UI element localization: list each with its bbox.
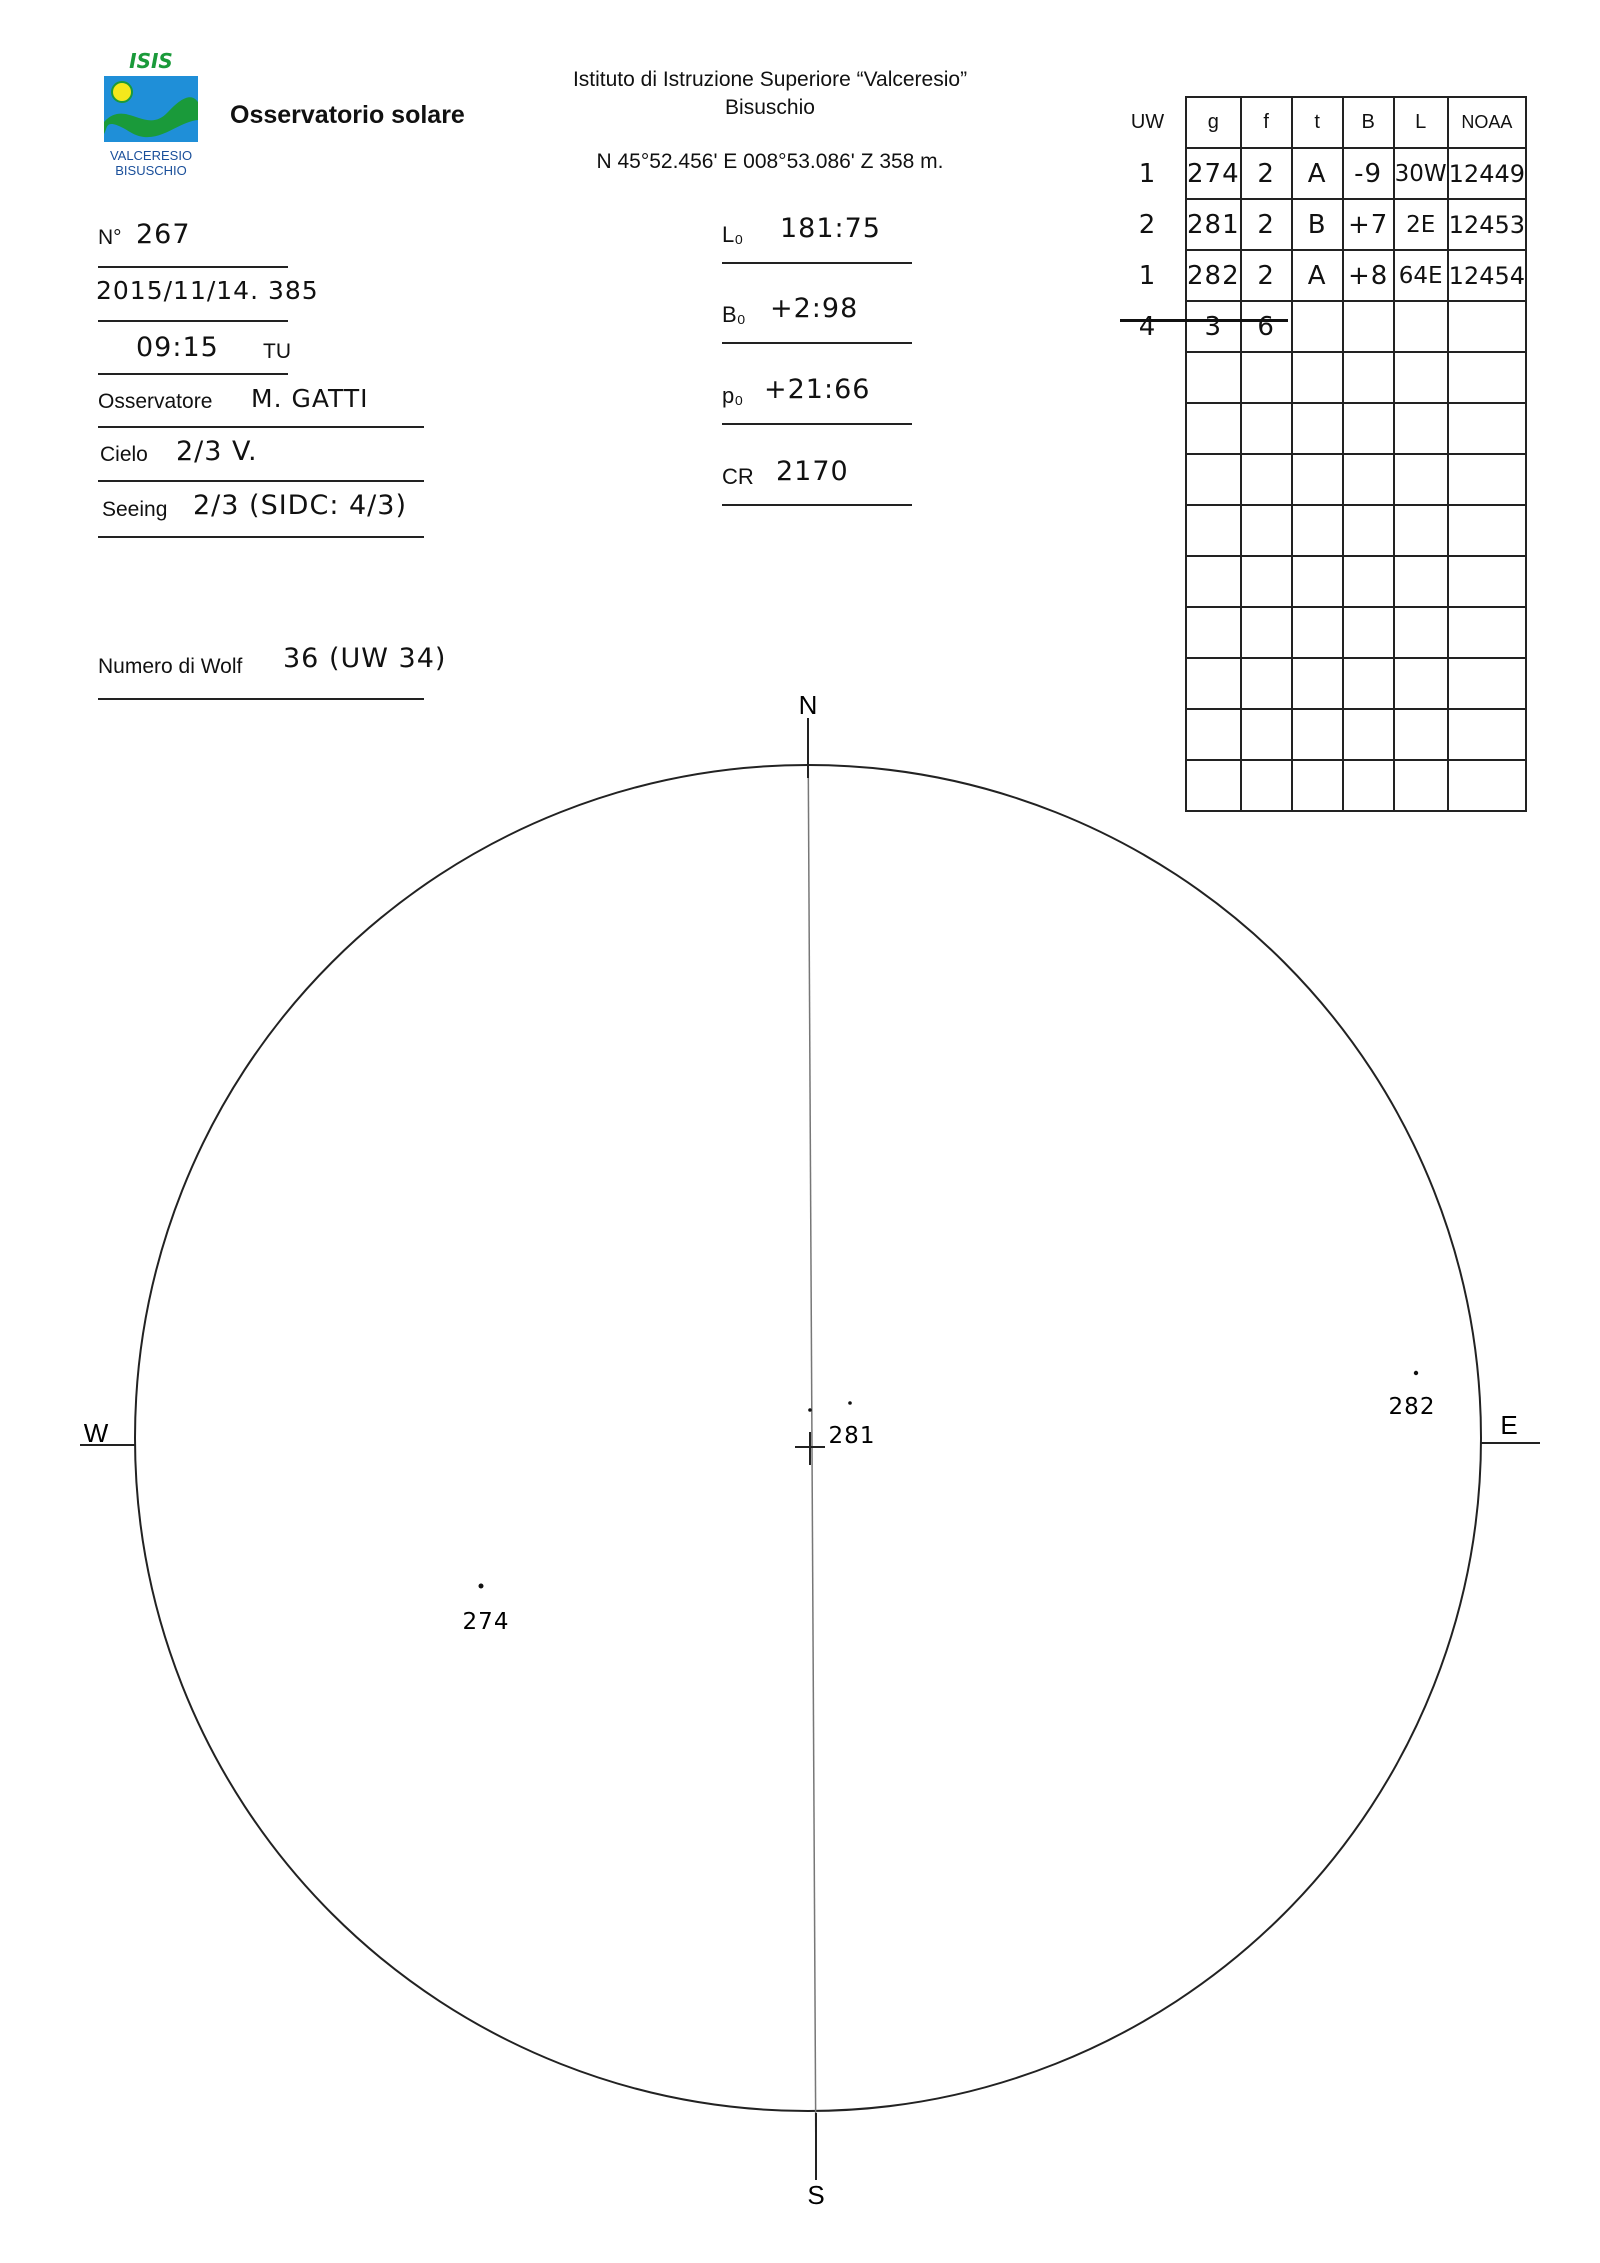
seeing-label: Seeing xyxy=(102,498,168,521)
header-g: g xyxy=(1186,97,1241,148)
b0-value: +2:98 xyxy=(770,293,859,324)
cell-g: 282 xyxy=(1186,250,1241,301)
wolf-label: Numero di Wolf xyxy=(98,655,243,678)
total-g: 3 xyxy=(1186,301,1241,352)
cell-t: A xyxy=(1292,148,1343,199)
time-unit: TU xyxy=(263,340,291,363)
cell-noaa: 12449 xyxy=(1448,148,1526,199)
south-label: S xyxy=(807,2180,825,2210)
sunspot-282 xyxy=(1414,1371,1418,1375)
number-label: N° xyxy=(98,226,122,249)
cell-b: +7 xyxy=(1343,199,1394,250)
sunspot-281-b xyxy=(848,1401,852,1405)
cell-noaa: 12454 xyxy=(1448,250,1526,301)
header-b: B xyxy=(1343,97,1394,148)
cell-noaa: 12453 xyxy=(1448,199,1526,250)
cell-f: 2 xyxy=(1241,199,1292,250)
header-l: L xyxy=(1394,97,1448,148)
north-label: N xyxy=(798,690,818,720)
cell-l: 2E xyxy=(1394,199,1448,250)
cell-g: 281 xyxy=(1186,199,1241,250)
sunspot-274 xyxy=(479,1584,484,1589)
cell-b: +8 xyxy=(1343,250,1394,301)
cell-f: 2 xyxy=(1241,148,1292,199)
observatory-coordinates: N 45°52.456' E 008°53.086' Z 358 m. xyxy=(596,150,944,173)
school-line-2: Bisuschio xyxy=(725,96,815,119)
seeing-value: 2/3 (SIDC: 4/3) xyxy=(193,490,407,521)
l0-value: 181:75 xyxy=(780,213,881,244)
sunspot-label-281: 281 xyxy=(828,1423,876,1449)
cell-l: 64E xyxy=(1394,250,1448,301)
cell-uw: 1 xyxy=(1138,158,1157,189)
sunspot-label-282: 282 xyxy=(1388,1394,1436,1420)
cell-t: A xyxy=(1292,250,1343,301)
solar-disk-outline xyxy=(135,765,1481,2111)
west-label: W xyxy=(83,1418,109,1448)
cell-t: B xyxy=(1292,199,1343,250)
sunspot-label-274: 274 xyxy=(462,1609,510,1635)
header-noaa: NOAA xyxy=(1448,97,1526,148)
date-value: 2015/11/14. 385 xyxy=(96,276,319,305)
cell-b: -9 xyxy=(1343,148,1394,199)
header-t: t xyxy=(1292,97,1343,148)
total-uw: 4 xyxy=(1138,311,1157,342)
sky-label: Cielo xyxy=(100,443,148,466)
observatory-title: Osservatorio solare xyxy=(230,101,465,129)
sky-value: 2/3 V. xyxy=(176,436,258,467)
svg-text:VALCERESIO: VALCERESIO xyxy=(109,148,193,163)
header-uw: UW xyxy=(1130,111,1165,133)
total-f: 6 xyxy=(1241,301,1292,352)
p0-value: +21:66 xyxy=(764,374,871,405)
observer-value: M. GATTI xyxy=(251,384,369,413)
cr-label: CR xyxy=(722,464,754,489)
b0-label: B₀ xyxy=(722,302,746,327)
header-f: f xyxy=(1241,97,1292,148)
wolf-value: 36 (UW 34) xyxy=(283,643,447,674)
p0-label: p₀ xyxy=(722,383,744,408)
cell-l: 30W xyxy=(1394,148,1448,199)
cell-f: 2 xyxy=(1241,250,1292,301)
number-value: 267 xyxy=(136,219,191,250)
svg-text:ISIS: ISIS xyxy=(129,50,173,73)
cell-uw: 1 xyxy=(1138,260,1157,291)
cr-value: 2170 xyxy=(776,456,849,487)
cell-uw: 2 xyxy=(1138,209,1157,240)
observer-label: Osservatore xyxy=(98,390,213,413)
east-label: E xyxy=(1500,1410,1518,1440)
time-value: 09:15 xyxy=(136,332,219,363)
cell-g: 274 xyxy=(1186,148,1241,199)
school-line-1: Istituto di Istruzione Superiore “Valceresio” xyxy=(572,68,968,91)
l0-label: L₀ xyxy=(722,222,744,247)
sunspot-281-a xyxy=(808,1408,812,1412)
svg-text:BISUSCHIO: BISUSCHIO xyxy=(115,163,187,178)
